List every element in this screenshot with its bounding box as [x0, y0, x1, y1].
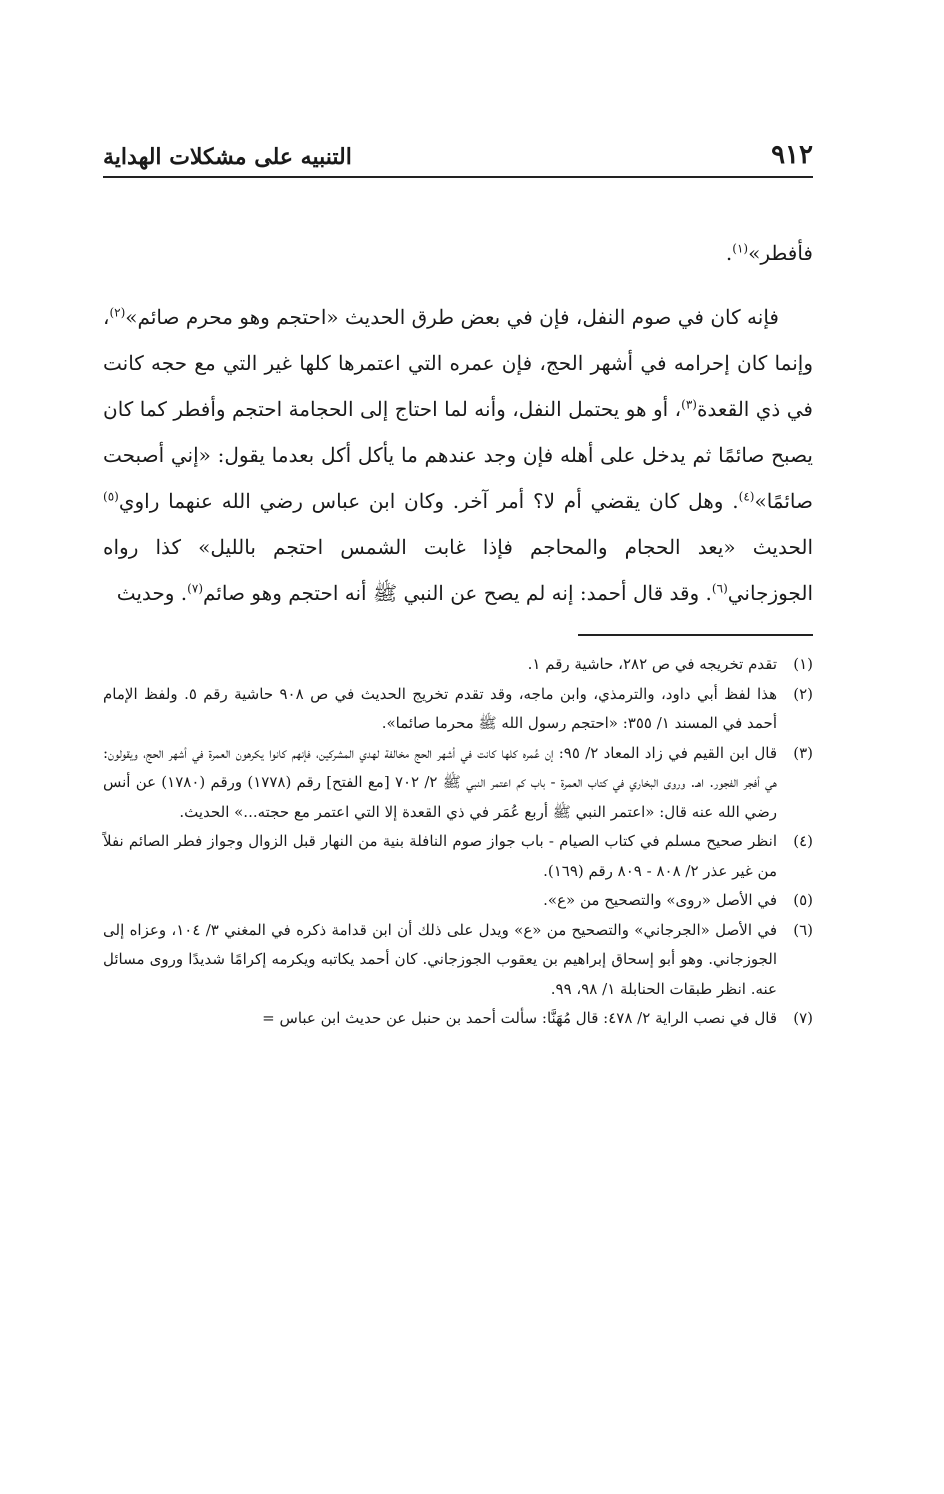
footnote-ref: (٢) — [109, 305, 126, 320]
footnotes — [103, 650, 813, 1034]
footnote-text: في الأصل «روى» والتصحيح من «ع». — [543, 891, 777, 909]
footnote-ref: (١) — [732, 241, 749, 256]
footnote-ref: (٧) — [187, 581, 203, 596]
footnote-number: (٤) — [793, 832, 813, 850]
running-title: التنبيه على مشكلات الهداية — [103, 144, 352, 170]
footnote — [103, 827, 813, 886]
footnote-text: في الأصل «الجرجاني» والتصحيح من «ع» ويدل على ذلك أن ابن قدامة ذكره في المغني ٣/ ١٠٤، وعزاه إلى الجوزجاني. وهو أبو إسحاق إبراهيم بن يعقوب الجوزجاني. كان أحمد يكاتبه ويكرمه إكرامًا شديدًا وروى مسائل عنه. انظر طبقات الحنابلة ١/ ٩٨، ٩٩. — [103, 920, 777, 998]
paragraph — [103, 294, 813, 616]
footnote — [103, 650, 813, 680]
text-run: . وهل كان يقضي أم لا؟ أمر آخر. وكان ابن عباس رضي الله عنهما راوي — [118, 489, 739, 513]
opening-line — [103, 230, 813, 276]
opening-text: فأفطر» — [748, 241, 813, 265]
footnote-text: هذا لفظ أبي داود، والترمذي، وابن ماجه، وقد تقدم تخريج الحديث في ص ٩٠٨ حاشية رقم ٥. ولفظ الإمام أحمد في المسند ١/ ٣٥٥: «احتجم رسول الله ﷺ محرما صائما». — [103, 684, 777, 732]
opening-tail: . — [725, 241, 733, 265]
footnote-number: (١) — [793, 655, 813, 673]
text-run: ، وإنما كان إحرامه في أشهر الحج، فإن عمره التي اعتمرها كلها غير التي مع حجه كانت في ذي القعدة — [103, 305, 813, 421]
footnote-number: (٦) — [793, 920, 813, 939]
footnote-text: تقدم تخريجه في ص ٢٨٢، حاشية رقم ١. — [527, 655, 777, 673]
book-page — [103, 130, 813, 1034]
text-run: . وحديث — [116, 581, 188, 605]
footnote-divider — [578, 634, 813, 636]
footnote — [103, 916, 813, 1005]
footnote — [103, 680, 813, 739]
text-run: ، أو هو يحتمل النفل، وأنه لما احتاج إلى الحجامة احتجم وأفطر كما كان يصبح صائمًا ثم يدخل على أهله فإن وجد عندهم ما يأكل أكل بعدما يقول: «إني أصبحت صائمًا» — [103, 397, 813, 513]
footnote-number: (٣) — [793, 743, 813, 762]
text-run: الحديث «يعد الحجام والمحاجم فإذا غابت الشمس احتجم بالليل» كذا رواه الجوزجاني — [103, 535, 813, 605]
page-header — [103, 130, 813, 178]
footnote-number: (٥) — [793, 891, 813, 909]
footnote-ref: (٣) — [681, 397, 697, 412]
footnote-text: قال ابن القيم في زاد المعاد ٢/ ٩٥: إن عُمره كلها كانت في أشهر الحج مخالفة لهدي المشركين، فإنهم كانوا يكرهون العمرة في أشهر الحج، ويقولون: هي أفجر الفجور. اهـ. وروى البخاري في كتاب العمرة - باب كم اعتمر النبي ﷺ ٢/ ٧٠٢ [مع الفتح] رقم (١٧٧٨) ورقم (١٧٨٠) عن أنس رضي الله عنه قال: «اعتمر النبي ﷺ أربع عُمَر في ذي القعدة إلا التي اعتمر مع حجته...» الحديث. — [103, 743, 778, 821]
text-run: فإنه كان في صوم النفل، فإن في بعض طرق الحديث «احتجم وهو محرم صائم» — [125, 305, 779, 329]
text-run: . وقد قال أحمد: إنه لم يصح عن النبي ﷺ أنه احتجم وهو صائم — [203, 581, 712, 605]
footnote-ref: (٥) — [103, 489, 119, 504]
footnote-number: (٧) — [793, 1009, 813, 1027]
footnote-number: (٢) — [793, 684, 813, 703]
footnote — [103, 739, 813, 828]
footnote-ref: (٦) — [711, 581, 728, 596]
footnote-ref: (٤) — [738, 489, 755, 504]
main-text — [103, 230, 813, 616]
footnote-text: انظر صحيح مسلم في كتاب الصيام - باب جواز صوم النافلة بنية من النهار قبل الزوال وجواز فطر الصائم نفلاً من غير عذر ٢/ ٨٠٨ - ٨٠٩ رقم (١٦٩). — [103, 832, 777, 880]
footnote — [103, 1004, 813, 1034]
footnote — [103, 886, 813, 916]
page-number: ٩١٢ — [771, 140, 813, 170]
footnote-text: قال في نصب الراية ٢/ ٤٧٨: قال مُهَنَّا: سألت أحمد بن حنبل عن حديث ابن عباس = — [262, 1009, 777, 1027]
